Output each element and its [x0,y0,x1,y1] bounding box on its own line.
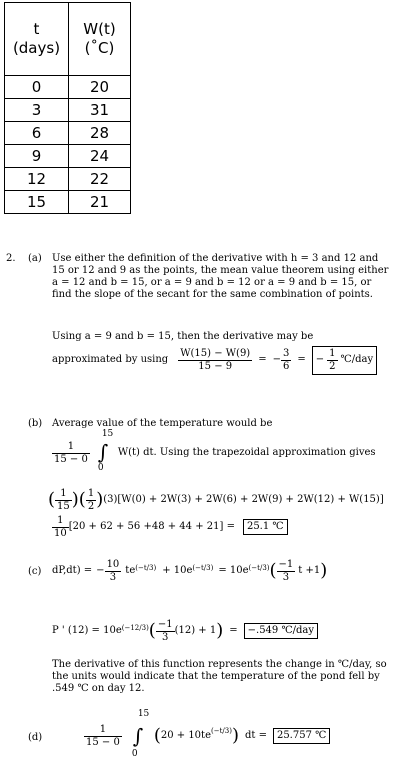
part-d-equation [84,709,330,759]
part-c-p-exp: (−12/3) [121,624,149,632]
right-paren-icon: ) [71,489,79,510]
part-b-f2-den: 10 [54,527,67,539]
cell-w: 21 [69,191,131,214]
part-c-p-lhs: P ' (12) = 10e [52,625,122,636]
part-b-coef2-den: 2 [87,500,95,512]
part-a-eq2: = [297,354,306,365]
part-b-frac-num: 1 [52,441,90,454]
part-b-coef1-num: 1 [55,488,72,501]
right-paren-icon: ) [96,489,104,510]
part-a-den2: 6 [283,360,290,372]
part-a-answer-minus: − [315,354,325,365]
part-c-equation [52,556,327,586]
table-row [5,99,131,122]
part-a-fraction2 [281,348,291,373]
part-b-frac-den: 15 − 0 [54,453,88,465]
part-d-frac-num: 1 [84,724,122,737]
part-a-num2: 3 [283,347,290,359]
right-paren-icon: ) [216,620,224,641]
part-b-answer-box: 25.1 ℃ [243,519,288,535]
part-b-coef1 [55,488,72,513]
cell-t: 3 [5,99,69,122]
part-b-integral-line [52,429,376,473]
cell-w: 31 [69,99,131,122]
part-c-exp1: (−t/3) [135,564,157,572]
cell-w: 24 [69,145,131,168]
part-c-eq: = 10e [218,565,249,576]
part-a-answer-box [312,346,377,375]
part-d-fraction [84,724,122,749]
part-d-answer-box: 25.757 ℃ [273,728,330,744]
part-a-using: Using a = 9 and b = 15, then the derivative may be [52,331,314,342]
cell-w: 20 [69,76,131,99]
header-w-cell [69,3,131,76]
part-b-coef1-den: 15 [57,500,70,512]
part-c-exp2: (−t/3) [192,564,214,572]
part-b-coef2 [86,488,96,513]
part-a-answer-unit: ℃/day [340,354,374,365]
part-d-frac-den: 15 − 0 [86,736,120,748]
part-a-equation [52,345,377,375]
part-d-lower-limit: 0 [131,749,138,759]
part-c-frac-num: 10 [106,558,120,570]
part-c-p-eq: = [229,625,238,636]
right-paren-icon: ) [231,725,239,746]
header-t-cell [5,3,69,76]
cell-t: 6 [5,122,69,145]
part-b-line2: [20 + 62 + 56 +48 + 44 + 21] = [68,521,235,532]
table-header-row [5,3,131,76]
part-c-frac-den: 3 [109,571,117,583]
part-a-paragraph: Use either the definition of the derivative with h = 3 and 12 and 15 or 12 and 9 as the points, the mean value theorem using either a = 12 and b = 15, or a = 9 and b = 12 or a = 9 and b = 15, or find the slope of the secant for the same combination of points. [52,253,389,300]
right-paren-icon: ) [320,560,328,581]
left-paren-icon: ( [78,489,86,510]
part-b-lower-limit: 0 [97,463,104,473]
part-c-inner-den: 3 [282,571,290,583]
part-b-fraction2 [52,515,69,540]
part-c-plus: + 10e [162,565,193,576]
part-b-label: (b) [28,418,43,429]
integral-sign-icon: ∫ [132,724,144,748]
header-w: W(t) [83,20,116,38]
part-b-integral [96,429,118,473]
part-c-p-tail: (12) + 1 [174,625,217,636]
part-b-sum: (3)[W(0) + 2W(3) + 2W(6) + 2W(9) + 2W(12) + W(15)] [103,494,384,505]
part-a-frac-num: W(15) − W(9) [180,347,251,359]
part-d-upper-limit: 15 [137,709,150,719]
temperature-table [4,2,131,214]
part-a-eq1: = [258,354,267,365]
part-c-p-num: −1 [157,618,173,630]
table-row [5,168,131,191]
part-b-f2-num: 1 [52,515,69,528]
part-c-lhs: dP,dt) = [52,565,93,576]
part-d-dt: dt = [244,730,267,741]
part-a-answer-den: 2 [329,360,336,372]
part-a-fraction [178,348,252,373]
part-b-fraction [52,441,90,466]
part-b-integrand: W(t) dt. Using the trapezoidal approximation gives [117,447,376,458]
part-c-p-den: 3 [162,631,169,643]
part-a-answer-num: 1 [329,347,336,359]
part-d-label: (d) [28,732,43,743]
cell-t: 9 [5,145,69,168]
part-a-minus1: − [272,354,281,365]
part-c-inner-tail: t +1 [298,565,321,576]
cell-t: 15 [5,191,69,214]
part-b-trapezoid-line [48,485,384,515]
part-c-inner-fraction [277,559,296,584]
question-number: 2. [6,253,16,264]
left-paren-icon: ( [153,725,161,746]
part-b-upper-limit: 15 [101,429,114,439]
part-a-approx-text: approximated by using [52,354,169,365]
part-b-coef2-num: 1 [87,487,95,499]
left-paren-icon: ( [48,489,56,510]
part-a-frac-den: 15 − 9 [198,360,233,372]
left-paren-icon: ( [148,620,156,641]
cell-t: 0 [5,76,69,99]
part-c-label: (c) [28,566,42,577]
integral-sign-icon: ∫ [97,440,109,464]
table-row [5,122,131,145]
part-c-p-fraction [156,619,175,644]
part-d-integrand: 20 + 10te [160,730,211,741]
part-c-exp3: (−t/3) [248,564,270,572]
part-d-exp: (−t/3) [210,727,232,735]
table-row [5,191,131,214]
part-c-inner-num: −1 [278,558,294,570]
header-t: t [33,20,40,38]
header-w-unit: (˚C) [84,39,115,57]
cell-w: 28 [69,122,131,145]
part-a-answer-fraction [327,348,337,373]
part-b-text: Average value of the temperature would be [52,418,273,429]
left-paren-icon: ( [269,560,277,581]
part-c-evaluation [52,616,318,646]
part-b-result-line [52,513,288,541]
header-t-unit: (days) [12,39,61,57]
part-c-minus: − [96,565,105,576]
part-c-te: te [125,565,136,576]
cell-t: 12 [5,168,69,191]
table-row [5,76,131,99]
part-c-answer-box: −.549 ℃/day [244,623,318,639]
part-d-integral [130,709,154,759]
cell-w: 22 [69,168,131,191]
part-a-label: (a) [28,253,42,264]
part-c-paragraph: The derivative of this function represents the change in ℃/day, so the units would indicate that the temperature of the pond fell by .549 ℃ on day 12. [52,659,387,694]
part-c-fraction [105,559,122,584]
table-row [5,145,131,168]
